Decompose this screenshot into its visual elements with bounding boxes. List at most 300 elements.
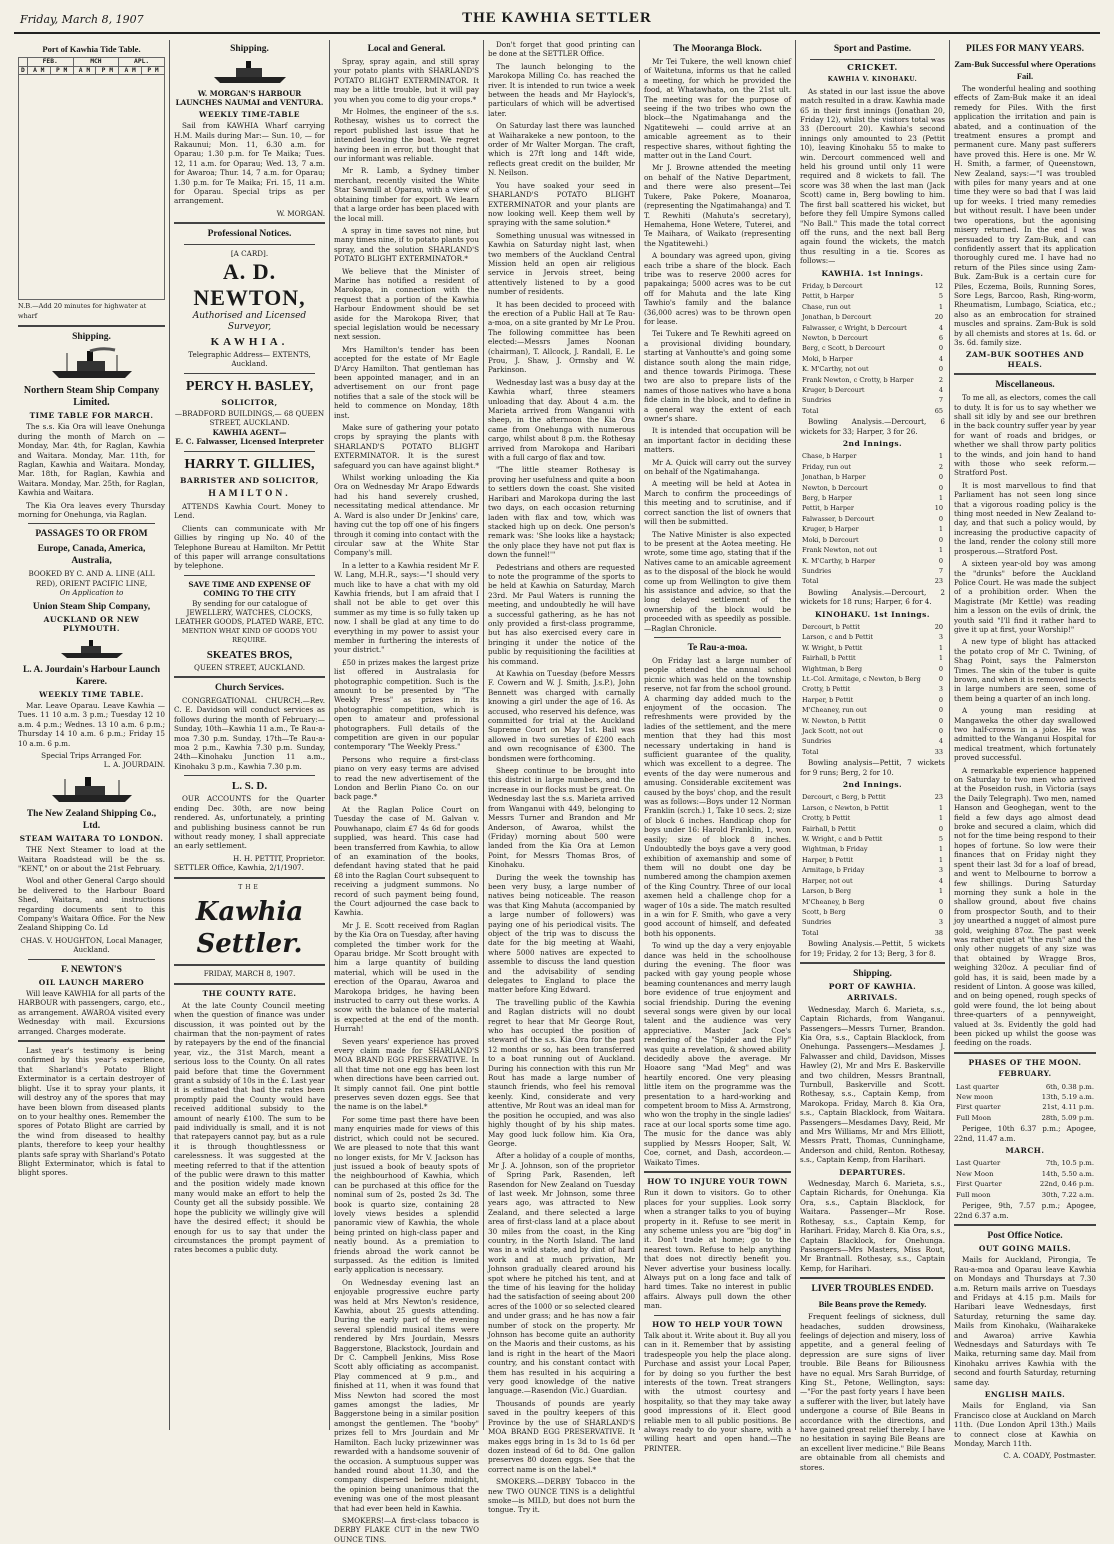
score-cell: Lt.-Col. Armitage, c Newton, b Berg	[802, 674, 921, 683]
tide-col-head: A M	[73, 66, 96, 75]
postmaster-signature: C. A. COADY, Postmaster.	[1003, 1451, 1096, 1461]
blight-advert: Last year's testimony is being confirmed by this year's experience, that Sharland's Potato Blight Exterminator is a certain destroyer of blight. Use it to spray your plants, it will destroy any of the spores that may have been blown from diseased plants on to your healthy ones. Remember the spores of Potato Blight are carried by the wind from diseased to healthy plants, therefore to keep your healthy plants safe spray with Sharland's Potato Blight Exterminator, which is fatal to blight spores.	[18, 1046, 165, 1178]
nss-note: The Kia Ora leaves every Thursday morning for Onehunga, via Raglan.	[18, 500, 165, 520]
tide-month: FEB.	[27, 58, 73, 67]
score-cell: Full moon	[956, 1190, 991, 1199]
score-cell: 0	[938, 824, 943, 833]
score-cell: 4	[938, 354, 943, 363]
skeates-mention: MENTION WHAT KIND OF GOODS YOU REQUIRE.	[181, 626, 318, 645]
score-cell: 4	[938, 323, 943, 332]
score-row	[956, 1093, 1094, 1101]
news-item: Mr R. Lamb, a Sydney timber merchant, recently visited the White Star Sawmill at Oparau, with a view of obtaining timber for export. We learn that a large order has been placed with the local mill.	[334, 166, 479, 223]
score-cell: Crotty, b Pettit	[802, 814, 851, 823]
departures-body: Wednesday, March 6. Marieta, s.s., Captain Richards, for Onehunga. Kia Ora, s.s., Captain Blacklock, for Waitara. Passenger—Mr Rose. Rothesay, s.s., Captain Kemp, for Harihari. Friday, March 8. Kia Ora, s.s., Captain Blacklock, for Onehunga. Passengers—Mrs Masters, Miss Rout, Mr Brantnall. Rothesay, s.s., Captain Kemp, for Harihari.	[800, 1179, 945, 1273]
news-item: During the week the township has been very busy, a large number of natives being noticeable. The reason was that King Mahuta (accompanied by a large number of followers) was paying one of his periodical visits. The object of the trip was to discuss the date for the big meeting at Waahi, where 5000 natives are expected to assemble to discuss the land question and the advisability of sending delegates to England to place the matter before King Edward.	[488, 872, 635, 995]
newton-title: Authorised and Licensed Surveyor,	[192, 310, 307, 332]
score-cell: Falwasser, b Dercourt	[802, 514, 875, 523]
divider	[654, 637, 781, 638]
score-row	[956, 1170, 1094, 1178]
shipping-heading: Shipping.	[230, 44, 269, 54]
column-3	[330, 40, 484, 1544]
masthead: Kawhia Settler.	[195, 896, 304, 959]
port-label: PORT OF KAWHIA.	[828, 981, 917, 991]
score-cell: 1	[938, 643, 943, 652]
score-row	[802, 793, 943, 801]
score-cell: 4	[938, 386, 943, 394]
header-date: Friday, March 8, 1907	[20, 13, 144, 26]
score-cell: Frank Newton, c Crotty, b Harper	[802, 375, 914, 384]
match-title: KAWHIA V. KINOHAKU.	[827, 76, 918, 84]
divider	[174, 983, 325, 985]
score-cell: Harper, b Pettit	[802, 695, 854, 704]
score-cell: Scott, b Berg	[802, 907, 846, 916]
lsd-office: SETTLER Office, Kawhia, 2/1/1907.	[174, 863, 304, 873]
steamship-icon	[47, 347, 137, 381]
nzs-company-name: The New Zealand Shipping Co., Ltd.	[26, 808, 157, 831]
union-company-name: Union Steam Ship Company,	[32, 601, 151, 612]
score-row	[802, 282, 943, 290]
score-row	[802, 748, 943, 756]
score-cell: 0	[938, 695, 943, 704]
score-cell: Newton, b Dercourt	[802, 333, 868, 342]
score-row	[802, 494, 943, 502]
church-heading: Church Services.	[215, 683, 284, 694]
scorecard-kinohaku-2	[800, 791, 945, 939]
score-cell: Wightman, b Berg	[802, 664, 863, 673]
scorecard-kinohaku-1	[800, 621, 945, 758]
score-cell: 30th, 7.22 a.m.	[1041, 1190, 1094, 1199]
news-item: At Kawhia on Tuesday (before Messrs F. Cowern and W. J. Smith, J.s.P.), John Bennett was charged with carnally knowing a girl under the age of 16. As accused, who reserved his defence, was committed for trial at the Auckland Supreme Court on May 1st. Bail was allowed in two sureties of £200 each and own recognisance of £300. The bondsmen were forthcoming.	[488, 669, 635, 763]
kinohaku-1st-innings-heading: KINOHAKU. 1st Innings.	[815, 609, 930, 619]
kinohaku-2nd-innings-heading: 2nd Innings.	[842, 780, 903, 790]
score-row	[802, 804, 943, 812]
score-cell: 1	[938, 814, 943, 823]
scorecard-kawhia-1	[800, 280, 945, 417]
score-cell: 7th, 10.5 p.m.	[1045, 1159, 1094, 1168]
score-cell: 4	[938, 737, 943, 746]
score-cell: 6	[938, 333, 943, 342]
score-row	[802, 929, 943, 937]
telegraphic-address: Telegraphic Address— EXTENTS, Auckland.	[188, 349, 311, 369]
news-item: £50 in prizes makes the largest prize list offered in Australasia for photographic competition. Such is the amount to be presented by "The Weekly Press" as prizes in its photographic competition, which is open to amateur and professional photographers. Full details of the competition are given in our popular contemporary "The Weekly Press."	[334, 657, 479, 752]
moon-note: Perigee, 9th, 7.57 p.m.; Apogee, 22nd 6.37 a.m.	[954, 1201, 1096, 1220]
score-row	[802, 633, 943, 641]
divider	[18, 325, 165, 327]
score-row	[802, 717, 943, 725]
news-item: Whilst working unloading the Kia Ora on Wednesday Mr Arapo Edwards had his hand severely crushed, necessitating medical attendance. Mr A. Ward is also under Dr Jenkins' care, having cut the top off one of his fingers through it coming into contact with the circular saw at the White Star Company's mill.	[334, 473, 479, 558]
newtons-body: Will leave KAWHIA for all parts of the HARBOUR with passengers, cargo, etc., as arrangement. AWAROA visited every Wednesday with mail. Excursions arranged. Charges moderate.	[18, 989, 165, 1036]
score-cell: 1	[938, 525, 943, 534]
score-cell: Total	[802, 577, 819, 586]
divider	[800, 1277, 945, 1279]
article-paragraph: Mr J. Browne attended the meeting on behalf of the Native Department, and there were also present—Tei Tukere, Pake Pokere, Moanaroa, (representing the Ngatimahanga) and T. T. Rewhiti (Mahuta's secretary), Hemahema, Hone Wetere, Tuterei, and Te Maihara, of Waikato (representing the Ngatitewehi.)	[644, 163, 791, 248]
score-cell: Crotty, b Pettit	[802, 685, 851, 694]
kawhia-1st-innings-heading: KAWHIA. 1st Innings.	[821, 268, 924, 278]
score-cell: 20	[934, 313, 943, 322]
article-paragraph: Mr Tei Tukere, the well known chief of Waitetuna, informs us that he called a meeting, for which he provided the food, at Whatawhata, on the 21st ult. The meeting was for the purpose of seeing if the two tribes who own the block—the Ngatimahanga and the Ngatitewehi — could arrive at an amicable agreement as to their respective shares, without fighting the matter out in the Land Court.	[644, 57, 791, 161]
article-paragraph: To wind up the day a very enjoyable dance was held in the schoolhouse during the evening. The floor was packed with gay young people whose beaming countenances and merry laugh bore evidence of true enjoyment and social friendship. During the evening several songs were given by our local talent and the audience was very appreciative. Master Jack Coe's rendering of the "Spider and the Fly" was quite a revelation, & showed ability decidedly above the average. Mr Hoaore sang "Mad Meg" and was heartily encored. One very pleasing little item on the programme was the presentation to a hard-working and competent broom to Miss A. Armstrong, who won the trophy in the single ladies' race at our local sports some time ago. The music for the dance was ably supplied by Messrs Hooper, Salt, W. Coe, cornet, and Dash, accordeon.—Waikato Times.	[644, 941, 791, 1167]
morgan-timetable-body: Sail from KAWHIA Wharf carrying H.M. Mails during Mar:— Sun. 10, — for Rakaunui; Mon. 11, 6.30 a.m. for Oparau; 1.30 p.m. for Te Maika; Tues. 12, 11 a.m. for Oparau; Wed. 13, 7 a.m. for Awaroa; Thur. 14, 7 a.m. for Oparau; 1.30 p.m. for Te Maika; Fri. 15, 11 a.m. for Oparau. Special trips as per arrangement.	[174, 121, 325, 206]
basley-name: PERCY H. BASLEY,	[185, 378, 314, 394]
zam-buk-body: The wonderful healing and soothing effects of Zam-Buk make it an ideal remedy for Piles. With the first application the irritation and pain is abated, and a continuation of the treatment ensures a prompt and permanent cure. Many past sufferers have proved this. Here is one. Mr W. H. Smith, a farmer, of Queenstown, New Zealand, says:—"I was troubled with piles for many years and at one time they were so bad that I was laid up for weeks. I tried many remedies but without result. I have been under two operations, but the agonising misery returned. In the end I was persuaded to try Zam-Buk, and can confidently assert that its application thoroughly cured me. I have had no return of the Piles since using Zam-Buk. Zam-Buk is a certain cure for Piles, Eczema, Boils, Running Sores, Sore Legs, Barcoo, Rash, Ring-worm, Rheumatism, Lumbago, Sciatica, etc.; also as an embrocation for strained muscles and sprains. Zam-Buk is sold by all chemists and stores at 1s. 6d. or 3s. 6d. family size.	[954, 84, 1096, 347]
score-row	[802, 407, 943, 415]
score-row	[802, 898, 943, 906]
passages-places: Europe, Canada, America, Australia,	[37, 544, 146, 567]
score-cell: Total	[802, 928, 819, 937]
morgan-launches-name: W. MORGAN'S HARBOUR LAUNCHES NAUMAI and VENTURA.	[175, 89, 324, 108]
newton-name: A. D. NEWTON,	[193, 258, 306, 310]
score-cell: 33	[934, 747, 943, 756]
jourdain-launch-name: L. A. Jourdain's Harbour Launch Karere.	[22, 664, 161, 687]
news-item: The travelling public of the Kawhia and Raglan districts will no doubt regret to hear that Mr George Rout, who has occupied the position of steward of the s.s. Kia Ora for the past 12 months or so, has been transferred to a boat running out of Auckland. During his connection with this run Mr Rout has made a large number of staunch friends, who feel his removal keenly. Kind, considerate and very attentive, Mr Rout was an ideal man for the position he occupied, and was also highly thought of by his ship mates. May good luck follow him. Kia Ora, George.	[488, 997, 635, 1148]
score-cell: W. Newton, b Pettit	[802, 716, 866, 725]
outgoing-mails-label: OUT GOING MAILS.	[978, 1243, 1072, 1253]
news-item: "The little steamer Rothesay is proving her usefulness and quite a boon to settlers down the coast. She visited Haribari and Marokopa during the last two days, on each occasion returning laden with flax and tow, which was stacked high up on deck. One person's remark was: 'She looks like a haystack; the only place they have not put flax is down the funnel!'"	[488, 465, 635, 560]
score-row	[956, 1083, 1094, 1091]
score-cell: Kruger, b Dercourt	[802, 386, 865, 394]
score-row	[802, 546, 943, 554]
divider	[184, 451, 315, 452]
score-cell: Last Quarter	[956, 1159, 1001, 1168]
score-cell: Total	[802, 406, 819, 415]
steamship-icon	[47, 774, 137, 804]
news-item: On Wednesday evening last an enjoyable progressive euchre party was held at Mrs Newton's residence, Kawhia, about 25 guests attending. During the early part of the evening several splendid musical items were rendered by Mrs Jourdain, Messrs Baggerstone, Blackstock, Jourdain and Dr C. Campbell Jenkins, Miss Rose Scott ably officiating as accompanist. Play commenced at 9 p.m., and finished at 11, when it was found that Miss Newton had scored the most games amongst the ladies, Mr Baggerstone being in a similar position amongst the gentlemen. The "booby" prizes fell to Mrs Jourdain and Mr Hamilton. Each lucky prizewinner was rewarded with a handsome souvenir of the occasion. A sumptuous supper was handed round about 11.30, and the company dispersed before midnight, the opinion being unanimous that the evening was one of the most pleasant that had ever been held in Kawhia.	[334, 1277, 479, 1513]
score-row	[802, 292, 943, 300]
skeates-name: SKEATES BROS,	[206, 648, 293, 661]
divider	[800, 962, 945, 964]
score-row	[802, 334, 943, 342]
score-cell: M'Cheaney, b Berg	[802, 897, 865, 906]
score-cell: Sundries	[802, 396, 832, 405]
tide-month: MCH	[73, 58, 119, 67]
column-1	[14, 40, 170, 1430]
score-cell: W. Wright, b Pettit	[802, 643, 863, 652]
issue-date: FRIDAY, MARCH 8, 1907.	[203, 969, 296, 978]
moon-month-label: FEBRUARY.	[998, 1069, 1052, 1079]
score-cell: Total	[802, 747, 819, 756]
news-item: After a holiday of a couple of months, Mr J. A. Johnson, son of the proprietor of Spring Park, Rasenden, left Rasendon for New Zealand on Tuesday of last week. Mr Johnson, some three years ago, was attracted to New Zealand, and there selected a large area of first-class land at a place about 30 miles from the coast, in the King country, in the North Island. The land was in a wild state, and by dint of hard work and at much privation, Mr Johnson gradually cleared around his spot where he pitched his tent, and at the time of his leaving for the holiday had the satisfaction of seeing about 200 acres of the 1000 or so selected cleared and under grass; and he has now a fair number of stock on the property. Mr Johnson has become quite an authority on the Maoris and their customs, as his land is right in the heart of the Maori country, and his constant contact with them has resulted in his acquiring a very good knowledge of the native language.—Rasendon (Vic.) Guardian.	[488, 1151, 635, 1396]
divider	[174, 877, 325, 879]
score-cell: Sundries	[802, 566, 832, 575]
page-header	[14, 8, 1100, 34]
score-cell: Chase, b Harper	[802, 452, 857, 461]
score-cell: 5	[938, 292, 943, 301]
gillies-name: HARRY T. GILLIES,	[184, 456, 315, 472]
score-cell: 1	[938, 855, 943, 864]
scorecard-kawhia-2	[800, 450, 945, 587]
score-row	[802, 675, 943, 683]
score-row	[802, 376, 943, 384]
local-general-heading: Local and General.	[367, 44, 446, 54]
launch-icon	[210, 59, 290, 85]
score-row	[802, 365, 943, 373]
tide-col-head: D	[19, 66, 28, 75]
moon-table-march	[954, 1157, 1096, 1201]
score-cell: 1	[938, 494, 943, 503]
score-cell: 0	[938, 535, 943, 544]
gillies-body-2: Clients can communicate with Mr Gillies by ringing up No. 40 of the Telephone Bureau at Hamilton. Mr Pettit of this paper will arrange consultations by telephone.	[174, 523, 325, 571]
arrivals-label: ARRIVALS.	[847, 993, 898, 1003]
score-row	[802, 515, 943, 523]
shipping-heading: Shipping.	[853, 968, 892, 979]
score-row	[956, 1159, 1094, 1167]
news-item: Don't forget that good printing can be done at the SETTLER Office.	[488, 40, 635, 59]
score-cell: Fairhall, b Pettit	[802, 654, 856, 663]
score-cell: 4	[938, 876, 943, 885]
tide-col-head: P M	[142, 66, 165, 75]
article-paragraph: Mr A. Quick will carry out the survey on behalf of the Ngatimahanga.	[644, 457, 791, 477]
union-company-sub: AUCKLAND OR NEW PLYMOUTH.	[43, 614, 140, 634]
divider	[174, 222, 325, 224]
passages-apply: On Application to	[59, 588, 124, 598]
tide-table	[18, 57, 165, 300]
score-row	[802, 303, 943, 311]
newtons-launch-owner: F. NEWTON'S	[61, 964, 122, 975]
score-cell: 0	[938, 674, 943, 683]
score-cell: 5	[938, 835, 943, 844]
passages-booked: BOOKED BY C. AND A. LINE (ALL RED), ORIENT PACIFIC LINE,	[28, 569, 155, 588]
divider	[28, 959, 155, 960]
divider	[184, 775, 315, 776]
score-cell: 10	[934, 504, 943, 513]
score-cell: Pettit, b Harper	[802, 292, 854, 301]
score-cell: 1	[938, 546, 943, 555]
passages-heading: PASSAGES TO OR FROM	[35, 529, 148, 540]
divider	[18, 1040, 165, 1042]
score-cell: 0	[938, 727, 943, 735]
score-row	[802, 396, 943, 404]
newspaper-title: THE KAWHIA SETTLER	[462, 10, 652, 26]
score-cell: Moki, b Harper	[802, 354, 853, 363]
score-row	[802, 386, 943, 394]
score-cell: K. M'Carthy, b Harper	[802, 556, 876, 565]
score-row	[956, 1180, 1094, 1188]
score-cell: Jonathan, b Dercourt	[802, 313, 872, 322]
score-row	[802, 525, 943, 533]
score-cell: New moon	[956, 1093, 993, 1102]
news-item: At the Raglan Police Court on Tuesday the case of M. Galvan v. Pouwhanapo, claim £7 4s 6d for goods supplied, was heard. This case had been transferred from Kawhia, to allow of an examination of the books, defendant having stated that he paid £8 into the Raglan Court subsequent to receiving a judgment summons. No record of such payment being found, the Court adjourned the case back to Kawhia.	[334, 804, 479, 918]
news-item: Persons who require a first-class piano on very easy terms are advised to read the new advertisement of the London and Berlin Piano Co. on our back page.*	[334, 754, 479, 802]
score-cell: W. Wright, c and b Pettit	[802, 835, 883, 844]
news-item: Pedestrians and others are requested to note the programme of the sports to be held at Kawhia on Saturday, March 23rd. Mr Paul Waters is running the meeting, and undoubtedly he will have a successful gathering, as he has not only provided a first-class programme, but has also exercised every care in bringing it under the notice of the public by requisitioning the facilities at his command.	[488, 562, 635, 666]
score-row	[802, 877, 943, 885]
nzs-signature: CHAS. V. HOUGHTON, Local Manager, Auckland.	[20, 935, 163, 955]
jourdain-timetable-body: Mar. Leave Oparau. Leave Kawhia — Tues. 11 10 a.m. 3 p.m.; Tuesday 12 10 a.m. 4 p.m.; Wednes. 13 10 a.m. 6 p.m.; Thursday 14 10 a.m. 6 p.m.; Friday 15 10 a.m. 6 p.m.	[18, 700, 165, 748]
news-item: You have soaked your seed in SHARLAND'S POTATO BLIGHT EXTERMINATOR and your plants are now looking well. Keep them well by spraying with the same solution.*	[488, 180, 635, 228]
te-rau-a-moa-heading: Te Rau-a-moa.	[687, 642, 748, 653]
score-cell: 65	[934, 406, 943, 415]
help-town-heading: HOW TO HELP YOUR TOWN	[652, 1319, 783, 1329]
divider	[184, 373, 315, 374]
divider	[810, 59, 935, 60]
score-cell: 0	[938, 664, 943, 673]
bowling-analysis: Bowling Analysis.—Dercourt, 6 wickets for 33; Harper, 3 for 26.	[800, 417, 945, 436]
divider	[184, 575, 315, 576]
skeates-headline: SAVE TIME AND EXPENSE OF COMING TO THE CITY	[188, 579, 311, 599]
score-cell: 1	[938, 654, 943, 663]
score-cell: Last quarter	[956, 1082, 999, 1091]
score-cell: Friday, b Dercourt	[802, 281, 863, 290]
divider	[174, 676, 325, 678]
score-cell: 1	[938, 452, 943, 461]
score-cell: 0	[938, 897, 943, 906]
score-cell: 0	[938, 556, 943, 565]
lsd-body: OUR ACCOUNTS for the Quarter ending Dec. 30th, are now being rendered. As, unfortunately, a printing and publishing business cannot be run without ready money, I shall appreciate an early settlement.	[174, 794, 325, 851]
score-row	[802, 623, 943, 631]
score-cell: 0	[938, 514, 943, 523]
score-cell: Jack Scott, not out	[802, 727, 863, 735]
score-cell: 0	[938, 716, 943, 725]
score-cell: 0	[938, 344, 943, 353]
score-cell: Berg, b Harper	[802, 494, 853, 503]
score-cell: 1	[938, 887, 943, 896]
cricket-heading: CRICKET.	[847, 63, 898, 73]
score-cell: 7	[938, 566, 943, 575]
basley-agent-name: E. C. Falwasser, Licensed Interpreter	[175, 437, 324, 447]
score-cell: Friday, run out	[802, 462, 851, 471]
news-item: In a letter to a Kawhia resident Mr F. W. Lang, M.H.R., says:—"I should very much like to have a chat with my old Kawhia friends, but I am afraid that I shall not be able to get over this summer as my time is so fully taken up now. I shall be glad at any time to do everything in my power to assist your member in furthering the interests of your district."	[334, 560, 479, 655]
score-cell: Pettit, b Harper	[802, 504, 854, 513]
news-item: Something unusual was witnessed in Kawhia on Saturday night last, when two members of the Auckland Central Mission held an open air religious service in Jervois street, being attentively listened to by a good number of residents.	[488, 230, 635, 297]
score-cell: Larson, b Berg	[802, 887, 851, 896]
misc-item: To me all, as electors, comes the call to duty. It is for us to say whether we shall sit idly by and see our brethren in the back country suffer year by year for want of roads and bridges, or whether we shall throw party politics to the winds, and join hand to hand with those who seek reform.—Stratford Post.	[954, 393, 1097, 478]
divider	[954, 1052, 1096, 1054]
score-cell: 2	[938, 375, 943, 384]
news-item: Thousands of pounds are yearly saved in the poultry keepers of this Province by the use of SHARLAND'S MOA BRAND EGG PRESERVATIVE. It makes eggs bring in 1s 3d to 1s 6d per dozen instead of 6d to 8d. One gallon preserves 80 dozen eggs. See that the correct name is on the label.*	[488, 1398, 635, 1474]
column-6	[796, 40, 950, 1472]
news-item: Seven years' experience has proved every claim made for SHARLAND'S MOA BRAND EGG PRESERVATIVE. In all that time not one egg has been lost when directions have been carried out. It simply cannot fail. One pint bottle preserves seven dozen eggs. See that the name is on the label.*	[334, 1036, 479, 1112]
tide-col-head: P M	[50, 66, 73, 75]
card-label: [A CARD].	[230, 249, 269, 259]
score-row	[802, 814, 943, 822]
liver-troubles-sub: Bile Beans prove the Remedy.	[818, 1299, 927, 1310]
score-cell: 2	[938, 462, 943, 471]
county-rate-body: At the late County Council meeting when the question of finance was under discussion, it was pointed out by the chairman that the non-payment of rates by ratepayers by the end of the financial year, viz., the 31st March, meant a serious loss to the County. On all rates paid before that time the Government grant a subsidy of 10s in the £. Last year it is estimated that had the rates been promptly paid the County would have received additional subsidy to the amount of nearly £100. The sum to be paid individually is small, and it is not that ratepayers cannot pay, but as a rule it is through thoughtlessness or carelessness. It was suggested at the meeting referred to that if the attention of the public were drawn to this matter and the position widely made known many would make an effort to help the County get all the subsidy possible. We hope the publicity we willingly give will have the desired effect; it should be enough for us to say that under the circumstances the prompt payment of rates becomes a public duty.	[174, 1000, 325, 1255]
score-cell: First Quarter	[956, 1180, 1002, 1189]
score-cell: Jonathan, b Harper	[802, 473, 866, 482]
score-cell: 28th, 5.09 p.m.	[1041, 1113, 1094, 1122]
score-cell: Fairhall, b Pettit	[802, 824, 856, 833]
score-cell: 23	[934, 793, 943, 802]
score-row	[802, 685, 943, 693]
score-cell: Larson, c and b Pettit	[802, 633, 873, 642]
tide-col-head: A M	[27, 66, 50, 75]
score-cell: Falwasser, c Wright, b Dercourt	[802, 323, 907, 332]
help-town-body: Talk about it. Write about it. Buy all you can in it. Remember that by assisting tradespeople you help the place along. Purchase and assist your Local Paper, for by doing so you further the best interests of the town. Treat strangers with the utmost courtesy and hospitality, so that they may take away good impressions of it. Elect good reliable men to all public positions. Be always ready to do your share, with a willing heart and open hand.—The PRINTER.	[644, 1331, 791, 1453]
score-cell: 0	[938, 365, 943, 374]
professional-notices-heading: Professional Notices.	[207, 229, 292, 240]
injure-town-body: Run it down to visitors. Go to other places for your supplies. Look sorry when a stranger talks to you of buying property in it. Refuse to see merit in any scheme unless you are "big dog" in it. Don't trade at home; go to the nearest town. Refuse to help anything that does not directly benefit you. Never advertise your business locally. Always put on a long face and talk of hard times. Take no interest in public affairs. Always pull down the other man.	[644, 1188, 791, 1311]
newton-place: KAWHIA.	[210, 335, 289, 348]
score-cell: 1	[938, 302, 943, 311]
score-cell: First quarter	[956, 1103, 1001, 1112]
score-cell: Wightman, b Friday	[802, 845, 868, 854]
score-cell: Sundries	[802, 918, 832, 927]
score-cell: Dercourt, c Berg, b Pettit	[802, 793, 886, 802]
score-row	[802, 504, 943, 512]
moon-phases-heading: PHASES OF THE MOON.	[968, 1057, 1082, 1067]
score-row	[802, 727, 943, 735]
skeates-body: By sending for our catalogue of JEWELLERY, WATCHES, CLOCKS, LEATHER GOODS, PLATED WARE, ETC.	[175, 598, 324, 627]
score-cell: 21st, 4.11 p.m.	[1042, 1103, 1094, 1112]
liver-troubles-body: Frequent feelings of sickness, dull headaches, sudden drowsiness, feelings of dejection and misery, loss of appetite, and a general feeling of depression are sure signs of liver trouble. Bile Beans for Biliousness have no equal. Mrs Sarah Burridge, of King St., Petone, Wellington, says:—"For the past forty years I have been a sufferer with the liver, but lately have undergone a course of Bile Beans in accordance with the directions, and have gained great relief thereby. I have no hesitation in saying Bile Beans are an excellent liver medicine." Bile Beans are obtainable from all chemists and stores.	[800, 1312, 945, 1472]
shipping-heading: Shipping.	[72, 332, 111, 342]
score-row	[802, 567, 943, 575]
score-cell: 1	[938, 803, 943, 812]
score-cell: 14th, 5.50 a.m.	[1041, 1169, 1094, 1178]
score-row	[802, 845, 943, 853]
match-report: As stated in our last issue the above match resulted in a draw. Kawhia made 65 in their first innings (Jonathan 20, Friday 12), whilst the visitors total was 33 (Dercourt 20). Kawhia's second innings only amounted to 23 (Pettit 10), leaving Kinohaku 55 to make to win. Dercourt commenced well and held his ground until only 11 were required and 8 wickets to fall. The score was 38 when the last man (Jack Scott) came in, Berg bowling to him. The first ball scattered his wicket, but before they fell Umpire Symons called "No Ball." This made the total correct off the runs, and the next ball Berg again found the wickets, the match thus resulting in a tie. Scores as follows:—	[800, 86, 945, 266]
score-row	[802, 825, 943, 833]
score-cell: 23	[934, 577, 943, 586]
arrivals-body: Wednesday, March 6. Marieta, s.s., Captain Richards, from Wanganui. Passengers—Messrs Turner, Brandon. Kia Ora, s.s., Captain Blacklock, from Onehunga. Passengers—Mesdames J. Falwasser and child, Davidson, Misses Hawley (2), Mr and Mrs E. Baskerville and two children, Messrs Brantnall, Turnbull, Baskerville and Scott. Rothesay, s.s., Captain Kemp, from Marokopa. Friday, March 8. Kia Ora, s.s., Captain Blacklock, from Waitara. Passengers—Mesdames Davy, Reid, Mr and Mrs Williams, Mr and Mrs Elliott, Messrs Pratt, Thomas, Cunninghame, Anderson and child, Renton. Rothesay, s.s., Captain Kemp, from Harihari.	[800, 1004, 945, 1165]
score-cell: Chase, run out	[802, 302, 851, 311]
score-row	[802, 835, 943, 843]
column-7	[950, 40, 1100, 1461]
score-cell: 3	[938, 685, 943, 694]
article-paragraph: A meeting will be held at Aotea in March to confirm the proceedings of this meeting and to scrutinise, and if correct sanction the list of owners that will then be submitted.	[644, 479, 791, 527]
score-cell: Dercourt, b Pettit	[802, 622, 860, 631]
tide-col-head: A M	[119, 66, 142, 75]
zam-buk-footer: ZAM-BUK SOOTHES AND HEALS.	[965, 350, 1085, 369]
divider	[28, 523, 155, 524]
misc-item: A young man residing at Mangaweka the other day swallowed two half-crowns in a joke. He was admitted to the Wanganui Hospital for medical treatment, which fortunately proved successful.	[954, 706, 1096, 763]
news-item: It has been decided to proceed with the erection of a Public Hall at Te Rau-a-moa, on a site granted by Mr Le Prou. The following committee has been elected:—Messrs James Noonan (chairman), T. Allcock, J. Randall, E. Le Prou, J. Shaw, J. Ormsby and W. Parkinson.	[488, 299, 635, 375]
article-paragraph: On Friday last a large number of people attended the annual school picnic which was held on the township reserve, not far from the school ground. A charming day added much to the enjoyment of the occasion. The refreshments were provided by the ladies of the settlement, and the mere mention that they had this most necessary undertaking in hand is sufficient guarantee of the quality, which was excellent to a degree. The events of the day were numerous and amusing. Considerable excitement was caused by the boys' chop, and the result was as follows:—Boys under 12 Norman Franklin (scrch.) 1, Take 10 secs. 2; size of block 6 inches. Handicap chop for boys under 16: Harold Franklin, 1, won easily; size of block 8 inches. Undoubtedly the boys gave a very good exhibition of axemanship and some of them will no doubt one day be numbered among the champion axemen of the King Country. Three of our local axemen held a challenge chop for a wager of 10s a side. The match resulted in a win for F. Smith, who gave a very good account of himself, and defeated both his opponents.	[644, 655, 791, 938]
post-office-heading: Post Office Notice.	[987, 1230, 1063, 1241]
score-row	[802, 463, 943, 471]
tide-note: N.B.—Add 20 minutes for highwater at wharf	[18, 302, 147, 320]
newspaper-page	[14, 8, 1100, 1544]
score-cell: 0	[938, 483, 943, 492]
score-row	[802, 706, 943, 714]
jourdain-signature: L. A. JOURDAIN.	[103, 760, 165, 770]
score-cell: 3	[938, 866, 943, 875]
score-row	[956, 1103, 1094, 1111]
nzs-route: STEAM WAITARA TO LONDON.	[19, 833, 164, 843]
score-row	[802, 324, 943, 332]
score-cell: Berg, c Scott, b Dercourt	[802, 344, 885, 353]
score-row	[802, 696, 943, 704]
gillies-body: ATTENDS Kawhia Court. Money to Lend.	[174, 501, 325, 521]
article-paragraph: It is intended that occupation will be an important factor in deciding these matters.	[644, 426, 791, 455]
score-cell: 0	[938, 706, 943, 715]
nzs-body-2: Wool and other General Cargo should be delivered to the Harbour Board Shed, Waitara, and instructions regarding documents sent to this Company's Waitara Office. For the New Zealand Shipping Co. Ld	[18, 876, 165, 933]
mooranga-block-heading: The Mooranga Block.	[673, 44, 762, 54]
news-item: Sheep continue to be brought into this district in large numbers, and the increase in our flocks must be great. On Wednesday last the s.s. Marieta arrived from Wanganui with 449, belonging to Messrs Turner and Brandon and Mr Anderson, of Awaroa, whilst the (Friday) morning about 500 were landed from the Kia Ora at Lemon Point, for Messrs Thomas Bros, of Kinohaku.	[488, 766, 635, 870]
basley-address: —BRADFORD BUILDINGS,— 68 QUEEN STREET, AUCKLAND.	[174, 408, 325, 428]
tide-table-body	[19, 75, 165, 300]
score-cell: Newton, b Dercourt	[802, 483, 868, 492]
score-row	[956, 1191, 1094, 1199]
score-cell: 0	[938, 473, 943, 482]
english-mails-body: Mails for England, via San Francisco close at Auckland on March 11th. (Due London April 13th.) Mails to connect close at Kawhia on Monday, March 11th.	[954, 1401, 1096, 1449]
score-cell: Armitage, b Friday	[802, 866, 865, 875]
tide-table-cells	[19, 75, 165, 300]
score-cell: Sundries	[802, 737, 832, 746]
score-cell: 22nd, 0.46 p.m.	[1039, 1180, 1094, 1189]
score-cell: 7	[938, 396, 943, 405]
bowling-analysis: Bowling Analysis.—Pettit, 5 wickets for 19; Friday, 2 for 13; Berg, 3 for 8.	[800, 939, 945, 958]
score-row	[802, 866, 943, 874]
news-item: Mr Holmes, the engineer of the s.s. Rothesay, wishes us to correct the report published last issue that he intended leaving the boat. We regret having been in error, but thought that our informant was reliable.	[334, 107, 479, 164]
sport-pastime-heading: Sport and Pastime.	[833, 44, 912, 54]
church-body: CONGREGATIONAL CHURCH.—Rev. C. E. Davidson will conduct services as follows during the month of February:— Sunday, 10th—Kawhia 11 a.m., Te Rau-a-moa 7.30 p.m. Sunday, 17th—Te Rau-a-moa 2 p.m., Kawhia 7.30 p.m. Sunday, 24th—Kinohaku Junction 11 a.m., Kinohaku 3 p.m., Kawhia 7.30 p.m.	[174, 696, 325, 771]
divider	[644, 1171, 791, 1173]
score-row	[956, 1114, 1094, 1122]
score-row	[802, 887, 943, 895]
morgan-signature: W. MORGAN.	[276, 208, 325, 218]
